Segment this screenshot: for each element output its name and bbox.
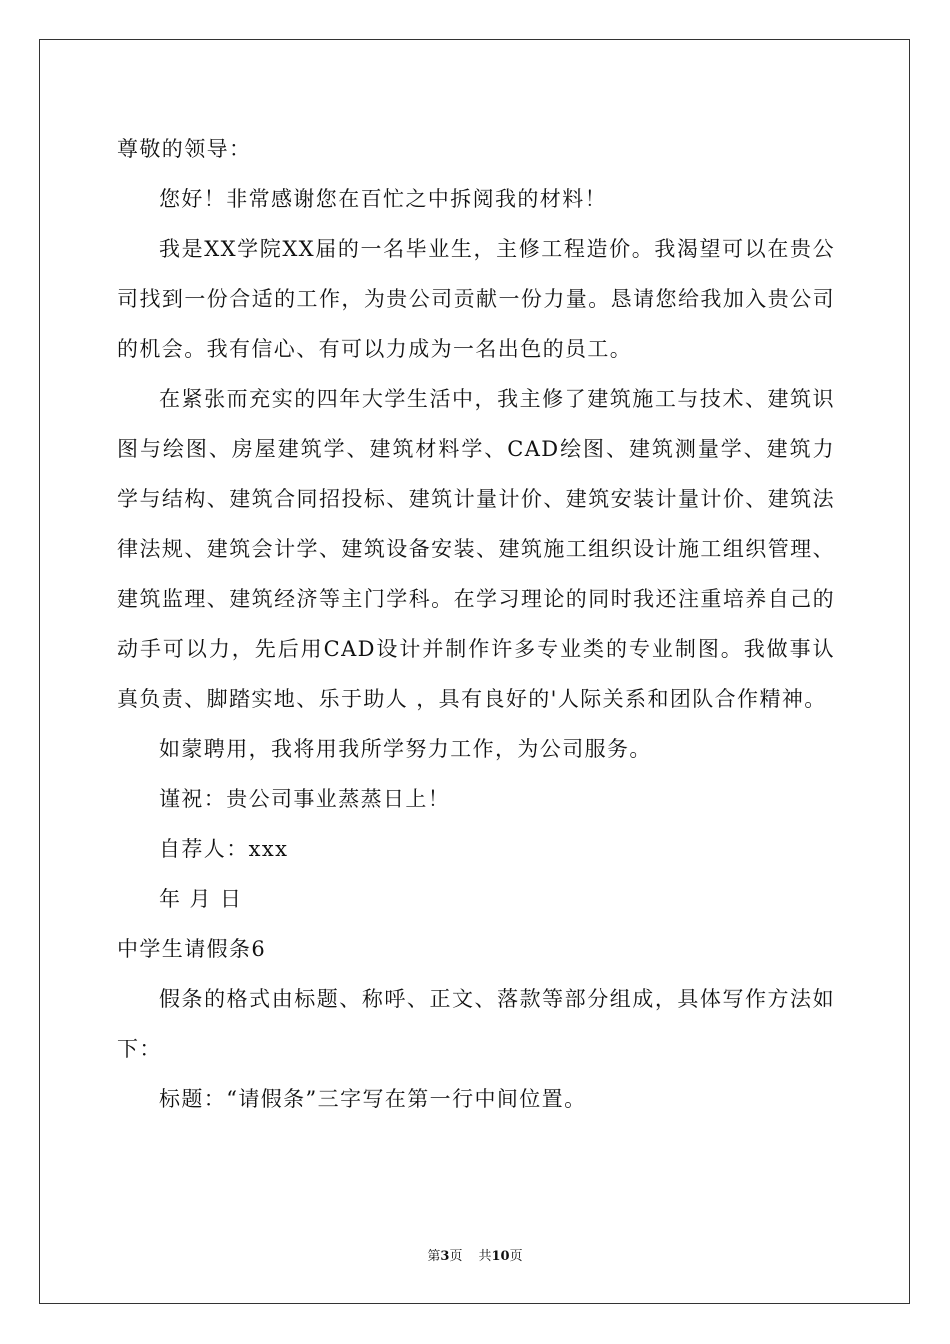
total-pages: 10 — [491, 1249, 510, 1264]
total-suffix: 页 — [509, 1249, 523, 1264]
page-prefix: 第 — [427, 1249, 441, 1264]
intro-paragraph: 我是XX学院XX届的一名毕业生，主修工程造价。我渴望可以在贵公司找到一份合适的工作，为贵公司贡献一份力量。恳请您给我加入贵公司的机会。我有信心、有可以力成为一名出色的员工。 — [117, 237, 835, 361]
document-body — [117, 124, 835, 1124]
greeting-paragraph: 您好！非常感谢您在百忙之中拆阅我的材料！ — [159, 187, 607, 211]
closing-paragraph: 如蒙聘用，我将用我所学努力工作，为公司服务。 — [159, 737, 652, 761]
section-heading: 中学生请假条6 — [117, 937, 267, 961]
salutation: 尊敬的领导： — [117, 137, 252, 161]
wishes-line: 谨祝：贵公司事业蒸蒸日上！ — [159, 787, 451, 811]
signature-line: 自荐人：xxx — [159, 837, 289, 861]
page-number: 3 — [440, 1249, 450, 1264]
title-rule-paragraph: 标题：“请假条”三字写在第一行中间位置。 — [159, 1087, 587, 1111]
format-paragraph: 假条的格式由标题、称呼、正文、落款等部分组成，具体写作方法如下： — [117, 987, 835, 1061]
date-line: 年 月 日 — [159, 887, 243, 911]
education-paragraph: 在紧张而充实的四年大学生活中，我主修了建筑施工与技术、建筑识图与绘图、房屋建筑学、建筑材料学、CAD绘图、建筑测量学、建筑力学与结构、建筑合同招投标、建筑计量计价、建筑安装计量计价、建筑法律法规、建筑会计学、建筑设备安装、建筑施工组织设计施工组织管理、建筑监理、建筑经济等主门学科。在学习理论的同时我还注重培养自己的动手可以力，先后用CAD设计并制作许多专业类的专业制图。我做事认真负责、脚踏实地、乐于助人 ，具有良好的'人际关系和团队合作精神。 — [117, 387, 835, 711]
page-footer — [0, 1245, 950, 1264]
page-suffix: 页 — [449, 1249, 463, 1264]
total-prefix: 共 — [478, 1249, 492, 1264]
